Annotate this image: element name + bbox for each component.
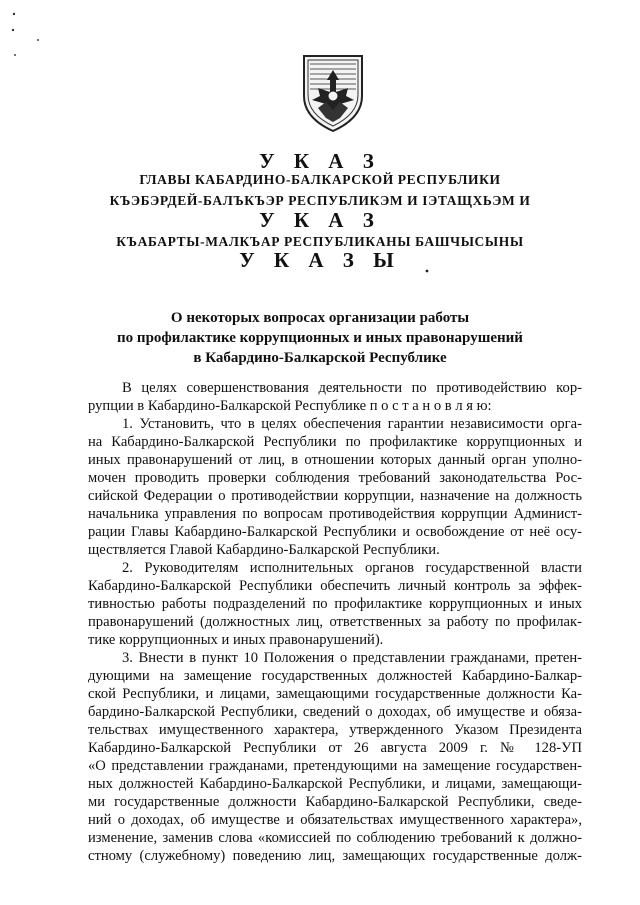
body-line: изменение, заменив слова «комиссией по соблюдению требований к должно- — [88, 830, 582, 846]
body-line: начальника управления по вопросам противодействия коррупции Админист- — [88, 506, 582, 522]
body-line: В целях совершенствования деятельности по противодействию кор- — [122, 380, 582, 396]
body-line: ществляется Главой Кабардино-Балкарской Республики. — [88, 542, 440, 558]
body-line: дующими на замещение государственных должностей Кабардино-Балкар- — [88, 668, 582, 684]
title-line: в Кабардино-Балкарской Республике — [193, 350, 447, 366]
body-line: Кабардино-Балкарской Республики от 26 августа 2009 г. № 128-УП — [88, 740, 582, 756]
title-line: по профилактике коррупционных и иных правонарушений — [117, 330, 523, 346]
title-line: О некоторых вопросах организации работы — [170, 310, 470, 326]
body-line: иных правонарушений от лиц, в отношении которых данный орган уполно- — [88, 452, 582, 468]
body-line: ми государственные должности Кабардино-Балкарской Республики, сведе- — [88, 794, 582, 810]
body-line: на Кабардино-Балкарской Республики по профилактике коррупционных и — [88, 434, 582, 450]
decree-heading-ru: У К А З — [259, 149, 381, 173]
body-line: бардино-Балкарской Республики, сведений о доходах, об имуществе и обяза- — [88, 704, 582, 720]
coat-of-arms-emblem — [296, 52, 370, 134]
body-line: тике коррупционных и иных правонарушений). — [88, 632, 384, 648]
decree-body — [88, 379, 582, 865]
body-line: тивностью работы подразделений по профилактике коррупционных и иных — [88, 596, 582, 612]
body-line: мочен проводить проверки соблюдения требований законодательства Рос- — [88, 470, 582, 486]
body-line: 3. Внести в пункт 10 Положения о представлении гражданами, претен- — [122, 650, 582, 666]
body-line: «О представлении гражданами, претендующими на замещение государствен- — [88, 758, 582, 774]
issuer-line-balkar: КЪАБАРТЫ-МАЛКЪАР РЕСПУБЛИКАНЫ БАШЧЫСЫНЫ — [116, 234, 524, 249]
decree-title — [0, 308, 640, 368]
body-line: ний о доходах, об имуществе и обязательствах имущественного характера», — [88, 812, 582, 828]
body-line: стному (служебному) поведению лиц, замещающих государственные долж- — [88, 848, 582, 864]
body-line: правонарушений (должностных лиц, ответственных за работу по профилак- — [88, 614, 582, 630]
decree-heading-bal: У К А З Ы — [239, 248, 401, 272]
body-line: Кабардино-Балкарской Республики обеспечить личный контроль за эффек- — [88, 578, 582, 594]
body-line: рации Главы Кабардино-Балкарской Республики и освобождение от неё осу- — [88, 524, 582, 540]
body-line: 2. Руководителям исполнительных органов государственной власти — [122, 560, 582, 576]
body-line: ных должностей Кабардино-Балкарской Республики, и лицами, замещающи- — [88, 776, 582, 792]
issuer-line-russian: ГЛАВЫ КАБАРДИНО-БАЛКАРСКОЙ РЕСПУБЛИКИ — [139, 172, 501, 187]
body-line: тельствах имущественного характера, утвержденного Указом Президента — [88, 722, 582, 738]
body-line: ской Республики, и лицами, замещающими государственные должности Ка- — [88, 686, 582, 702]
body-line: 1. Установить, что в целях обеспечения гарантии независимости орга- — [122, 416, 582, 432]
decree-heading-kab: У К А З — [259, 208, 381, 232]
body-line: сийской Федерации о противодействии коррупции, назначение на должность — [88, 488, 582, 504]
issuer-line-kabardian: КЪЭБЭРДЕЙ-БАЛЪКЪЭР РЕСПУБЛИКЭМ И IЭТАЩХЬЭМ И — [109, 193, 531, 208]
body-line: рупции в Кабардино-Балкарской Республике п о с т а н о в л я ю: — [88, 398, 492, 414]
